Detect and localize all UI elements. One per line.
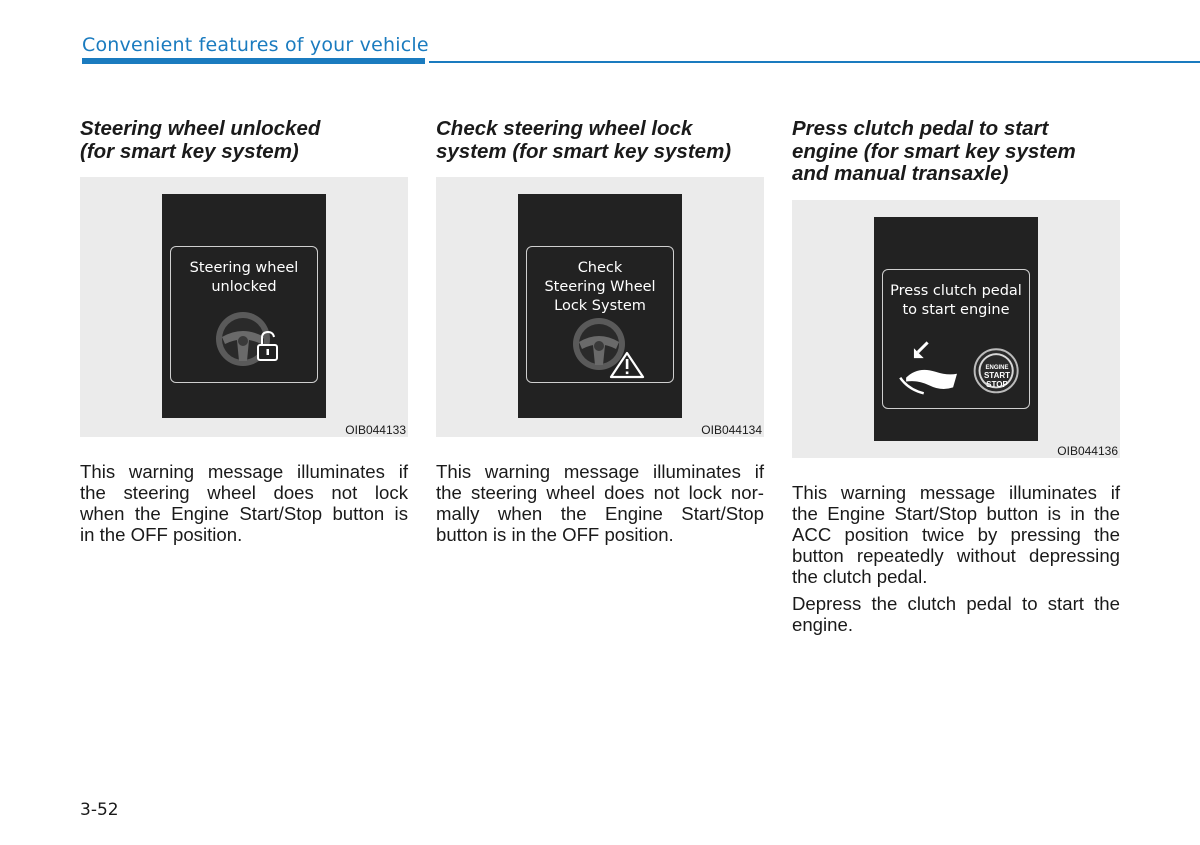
body-line: button is in the OFF position. — [436, 524, 674, 545]
message-line: Check — [577, 260, 623, 276]
figure-code: OIB044134 — [701, 423, 762, 437]
body-line: when the Engine Start/Stop button is — [80, 503, 408, 524]
body-line: in the OFF position. — [80, 524, 243, 545]
body-line: engine. — [792, 613, 854, 635]
heading-line: engine (for smart key system — [792, 139, 1076, 163]
section-body — [792, 482, 1120, 587]
steering-wheel-warning-icon — [527, 247, 675, 384]
message-line: to start engine — [902, 301, 1010, 318]
body-line: the steering wheel does not lock nor- — [436, 482, 764, 503]
body-line: ACC position twice by pressing the — [792, 523, 1120, 545]
body-line: mally when the Engine Start/Stop — [436, 503, 764, 524]
warning-panel — [170, 246, 318, 383]
section-check-steering-wheel-lock — [436, 118, 764, 545]
button-line: STOP — [986, 379, 1008, 389]
steering-wheel-unlocked-icon — [171, 247, 319, 384]
button-line: START — [983, 371, 1011, 380]
cluster-figure — [792, 200, 1120, 458]
body-line: This warning message illuminates if — [436, 461, 764, 482]
body-line: Depress the clutch pedal to start the — [792, 592, 1120, 614]
heading-line: Press clutch pedal to start — [792, 117, 1049, 140]
message-line: Steering Wheel — [544, 279, 656, 295]
section-heading — [792, 118, 1120, 186]
warning-panel — [882, 269, 1030, 409]
cluster-display — [874, 217, 1038, 441]
section-heading — [436, 118, 764, 163]
section-body-2 — [792, 593, 1120, 635]
section-body — [436, 461, 764, 545]
chapter-title: Convenient features of your vehicle — [82, 34, 429, 56]
cluster-display — [518, 194, 682, 418]
body-line: button repeatedly without depressing — [792, 544, 1120, 566]
message-line: Press clutch pedal — [890, 282, 1022, 299]
button-line: ENGINE — [985, 364, 1009, 371]
section-body — [80, 461, 408, 545]
page-number: 3-52 — [80, 800, 119, 820]
heading-line: system (for smart key system) — [436, 139, 732, 163]
figure-code: OIB044136 — [1057, 443, 1118, 458]
header-rule-thick — [82, 58, 425, 64]
heading-line: and manual transaxle) — [792, 162, 1009, 185]
cluster-figure — [80, 177, 408, 437]
body-line: the steering wheel does not lock — [80, 482, 408, 503]
message-line: Steering wheel — [189, 260, 299, 276]
section-heading — [80, 118, 408, 163]
figure-code: OIB044133 — [345, 423, 406, 437]
cluster-display — [162, 194, 326, 418]
message-line: Lock System — [554, 298, 646, 314]
heading-line: Steering wheel unlocked — [80, 117, 321, 140]
warning-panel — [526, 246, 674, 383]
body-line: This warning message illuminates if — [792, 481, 1120, 503]
header-rule-thin — [429, 61, 1200, 63]
section-steering-wheel-unlocked — [80, 118, 408, 545]
heading-line: Check steering wheel lock — [436, 117, 693, 140]
cluster-figure — [436, 177, 764, 437]
heading-line: (for smart key system) — [80, 139, 299, 163]
body-line: This warning message illuminates if — [80, 461, 408, 482]
section-press-clutch-pedal — [792, 118, 1120, 635]
message-line: unlocked — [211, 279, 277, 295]
body-line: the Engine Start/Stop button is in the — [792, 502, 1120, 524]
body-line: the clutch pedal. — [792, 565, 928, 587]
engine-start-stop-button — [975, 364, 1019, 390]
